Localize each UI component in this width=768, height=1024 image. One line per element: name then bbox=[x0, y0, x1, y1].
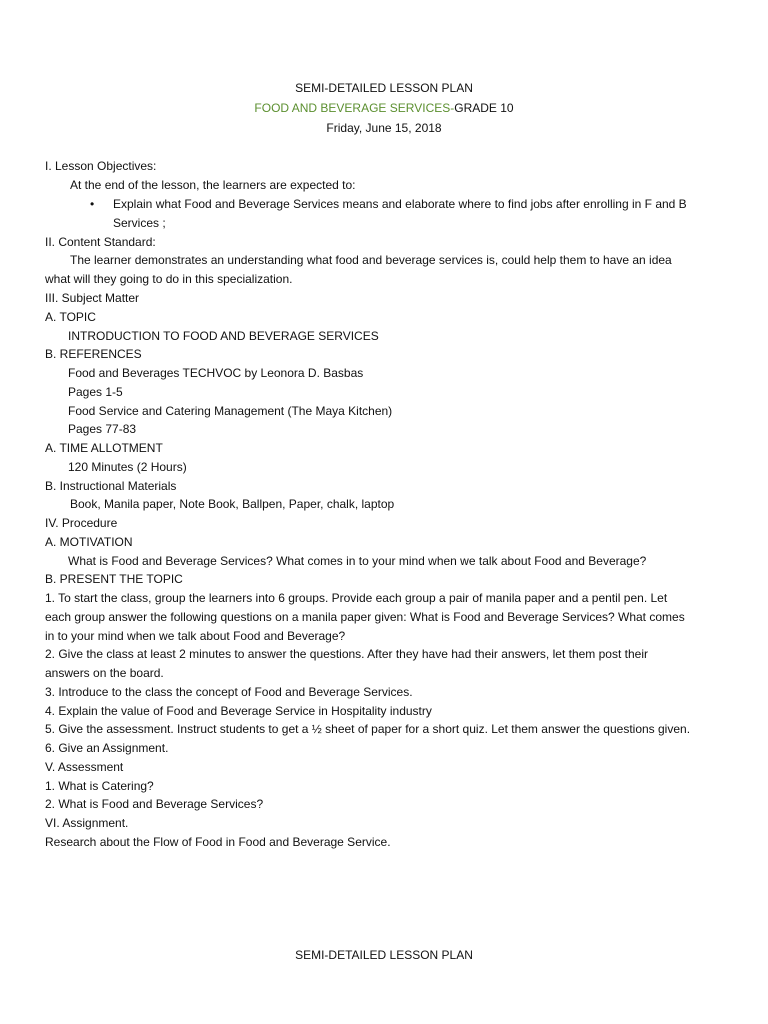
reference-1-pages: Pages 1-5 bbox=[68, 385, 123, 399]
time-allotment-label: A. TIME ALLOTMENT bbox=[45, 441, 163, 455]
topic-text: INTRODUCTION TO FOOD AND BEVERAGE SERVICES bbox=[68, 329, 379, 343]
step6: 6. Give an Assignment. bbox=[45, 741, 169, 755]
reference-2: Food Service and Catering Management (The Maya Kitchen) bbox=[68, 404, 393, 418]
content-standard-line2: what will they going to do in this specialization. bbox=[45, 272, 293, 286]
objectives-heading: I. Lesson Objectives: bbox=[45, 159, 157, 173]
assessment-q2: 2. What is Food and Beverage Services? bbox=[45, 797, 264, 811]
procedure-heading: IV. Procedure bbox=[45, 516, 118, 530]
document-title: SEMI-DETAILED LESSON PLAN bbox=[295, 81, 473, 95]
step2-line2: answers on the board. bbox=[45, 666, 164, 680]
content-standard-line1: The learner demonstrates an understanding what food and beverage services is, could help them to have an idea bbox=[70, 253, 672, 267]
materials-text: Book, Manila paper, Note Book, Ballpen, Paper, chalk, laptop bbox=[70, 497, 395, 511]
motivation-label: A. MOTIVATION bbox=[45, 535, 133, 549]
topic-label: A. TOPIC bbox=[45, 310, 96, 324]
present-topic-label: B. PRESENT THE TOPIC bbox=[45, 572, 183, 586]
objective-bullet-line2: Services ; bbox=[113, 216, 166, 230]
assignment-heading: VI. Assignment. bbox=[45, 816, 129, 830]
materials-label: B. Instructional Materials bbox=[45, 479, 177, 493]
step1-line3: in to your mind when we talk about Food and Beverage? bbox=[45, 629, 346, 643]
bullet-icon: • bbox=[90, 197, 95, 211]
step1-line2: each group answer the following questions on a manila paper given: What is Food and Beverage Services? What comes bbox=[45, 610, 685, 624]
motivation-text: What is Food and Beverage Services? What comes in to your mind when we talk about Food and Beverage? bbox=[68, 554, 647, 568]
subject-highlight: FOOD AND BEVERAGE SERVICES- bbox=[254, 101, 455, 115]
time-allotment-text: 120 Minutes (2 Hours) bbox=[68, 460, 187, 474]
content-standard-heading: II. Content Standard: bbox=[45, 235, 156, 249]
assessment-heading: V. Assessment bbox=[45, 760, 124, 774]
subject-grade: GRADE 10 bbox=[454, 101, 514, 115]
step1-line1: 1. To start the class, group the learners into 6 groups. Provide each group a pair of manila paper and a pentil pen. Let bbox=[45, 591, 668, 605]
step2-line1: 2. Give the class at least 2 minutes to answer the questions. After they have had their answers, let them post their bbox=[45, 647, 648, 661]
document-subject bbox=[0, 99, 768, 118]
step4: 4. Explain the value of Food and Beverage Service in Hospitality industry bbox=[45, 704, 432, 718]
subject-matter-heading: III. Subject Matter bbox=[45, 291, 140, 305]
reference-1: Food and Beverages TECHVOC by Leonora D. Basbas bbox=[68, 366, 364, 380]
assessment-q1: 1. What is Catering? bbox=[45, 779, 154, 793]
step3: 3. Introduce to the class the concept of Food and Beverage Services. bbox=[45, 685, 413, 699]
reference-2-pages: Pages 77-83 bbox=[68, 422, 137, 436]
next-page-title: SEMI-DETAILED LESSON PLAN bbox=[295, 948, 473, 962]
step5: 5. Give the assessment. Instruct students to get a ½ sheet of paper for a short quiz. Let them answer the questions given. bbox=[45, 722, 691, 736]
objective-bullet-line1: Explain what Food and Beverage Services means and elaborate where to find jobs after enrolling in F and B bbox=[113, 197, 687, 211]
assignment-text: Research about the Flow of Food in Food and Beverage Service. bbox=[45, 835, 391, 849]
objectives-intro: At the end of the lesson, the learners are expected to: bbox=[70, 178, 356, 192]
references-label: B. REFERENCES bbox=[45, 347, 142, 361]
document-date: Friday, June 15, 2018 bbox=[326, 121, 442, 135]
